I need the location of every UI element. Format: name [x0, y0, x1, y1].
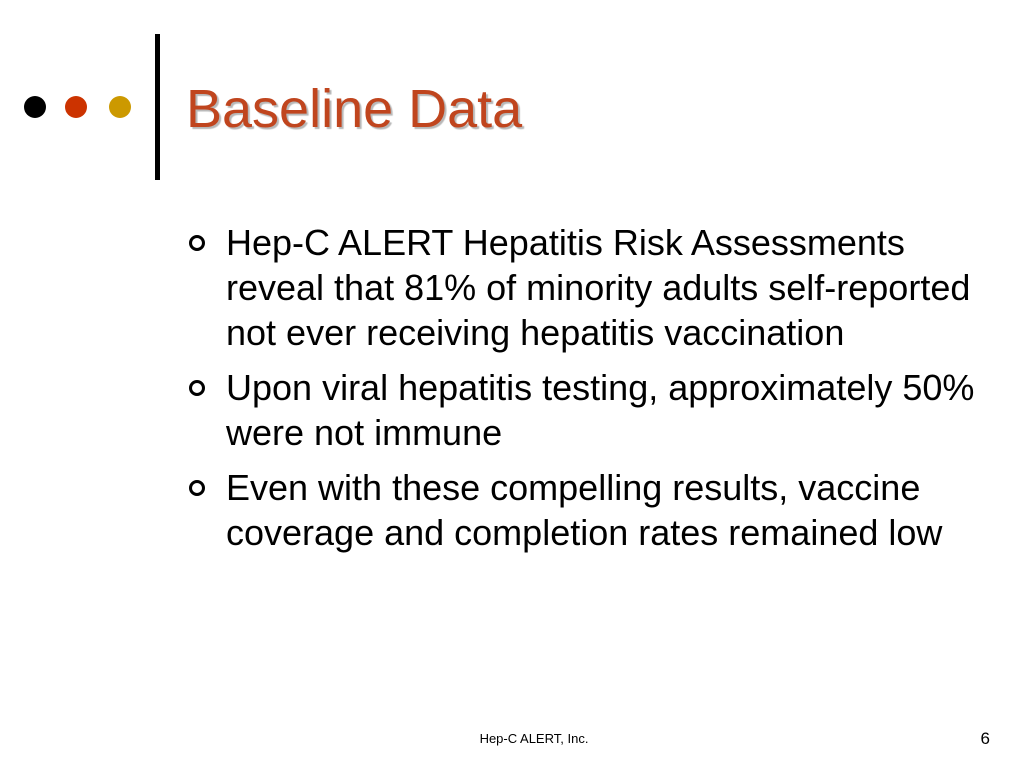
bullet-text: Hep-C ALERT Hepatitis Risk Assessments reveal that 81% of minority adults self-reported not ever receiving hepatitis vaccination — [226, 222, 971, 353]
page-number: 6 — [980, 729, 990, 748]
bullet-text: Even with these compelling results, vaccine coverage and completion rates remained low — [226, 467, 943, 553]
hollow-circle-bullet-icon — [189, 380, 205, 396]
bullet-text: Upon viral hepatitis testing, approximately 50% were not immune — [226, 367, 975, 453]
bullet-item — [186, 465, 986, 555]
bullet-item — [186, 365, 986, 455]
red-dot-icon — [65, 96, 87, 118]
black-dot-icon — [24, 96, 46, 118]
bullet-item — [186, 220, 986, 355]
hollow-circle-bullet-icon — [189, 235, 205, 251]
gold-dot-icon — [109, 96, 131, 118]
bullet-list — [186, 220, 986, 565]
slide-title: Baseline Data — [186, 79, 523, 139]
hollow-circle-bullet-icon — [189, 480, 205, 496]
title-divider — [155, 34, 160, 180]
footer-text: Hep-C ALERT, Inc. — [479, 731, 589, 746]
